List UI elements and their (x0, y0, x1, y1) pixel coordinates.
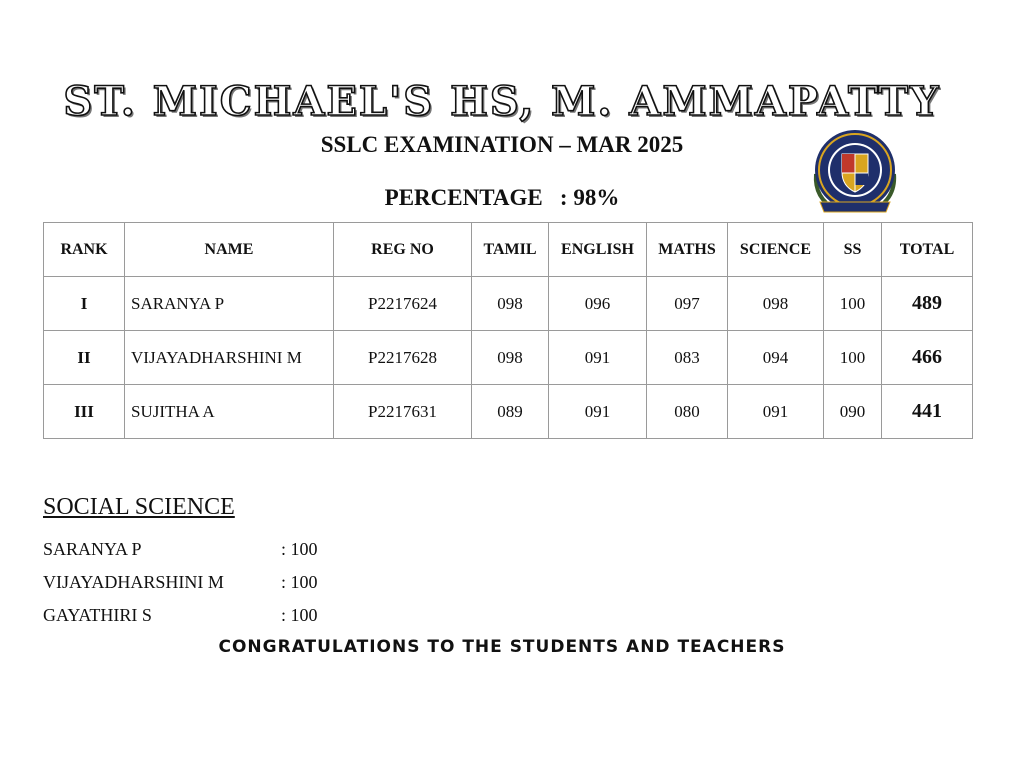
total-cell: 466 (882, 331, 973, 385)
tamil-cell: 089 (472, 385, 549, 439)
student-mark: : 100 (281, 572, 318, 592)
name-cell: SUJITHA A (125, 385, 334, 439)
header-tamil: TAMIL (472, 223, 549, 277)
school-name: ST. MICHAEL'S HS, M. AMMAPATTY (63, 78, 941, 125)
maths-cell: 097 (647, 277, 728, 331)
reg-no-cell: P2217624 (334, 277, 472, 331)
ss-cell: 100 (824, 277, 882, 331)
name-cell: VIJAYADHARSHINI M (125, 331, 334, 385)
student-mark: : 100 (281, 539, 318, 559)
header-rank: RANK (44, 223, 125, 277)
science-cell: 091 (728, 385, 824, 439)
maths-cell: 080 (647, 385, 728, 439)
science-cell: 094 (728, 331, 824, 385)
student-mark: : 100 (281, 605, 318, 625)
header-science: SCIENCE (728, 223, 824, 277)
tamil-cell: 098 (472, 277, 549, 331)
english-cell: 091 (549, 385, 647, 439)
pass-percentage: PERCENTAGE : 98% (384, 185, 620, 210)
table-row (44, 385, 973, 439)
social-science-heading: SOCIAL SCIENCE (43, 494, 235, 520)
science-cell: 098 (728, 277, 824, 331)
table-row (44, 277, 973, 331)
total-cell: 441 (882, 385, 973, 439)
rank-cell: II (44, 331, 125, 385)
english-cell: 091 (549, 331, 647, 385)
header-english: ENGLISH (549, 223, 647, 277)
header-total: TOTAL (882, 223, 973, 277)
reg-no-cell: P2217631 (334, 385, 472, 439)
header-maths: MATHS (647, 223, 728, 277)
rank-cell: I (44, 277, 125, 331)
congratulations-banner: CONGRATULATIONS TO THE STUDENTS AND TEACHERS (218, 637, 786, 657)
tamil-cell: 098 (472, 331, 549, 385)
student-name: SARANYA P (43, 539, 142, 559)
english-cell: 096 (549, 277, 647, 331)
results-table (43, 222, 973, 439)
header-reg-no: REG NO (334, 223, 472, 277)
header-ss: SS (824, 223, 882, 277)
student-name: VIJAYADHARSHINI M (43, 572, 224, 592)
school-crest-icon (802, 126, 908, 218)
table-header-row (44, 223, 973, 277)
reg-no-cell: P2217628 (334, 331, 472, 385)
ss-cell: 090 (824, 385, 882, 439)
rank-cell: III (44, 385, 125, 439)
total-cell: 489 (882, 277, 973, 331)
ss-cell: 100 (824, 331, 882, 385)
header-name: NAME (125, 223, 334, 277)
name-cell: SARANYA P (125, 277, 334, 331)
student-name: GAYATHIRI S (43, 605, 152, 625)
exam-title: SSLC EXAMINATION – MAR 2025 (320, 132, 684, 157)
table-row (44, 331, 973, 385)
maths-cell: 083 (647, 331, 728, 385)
